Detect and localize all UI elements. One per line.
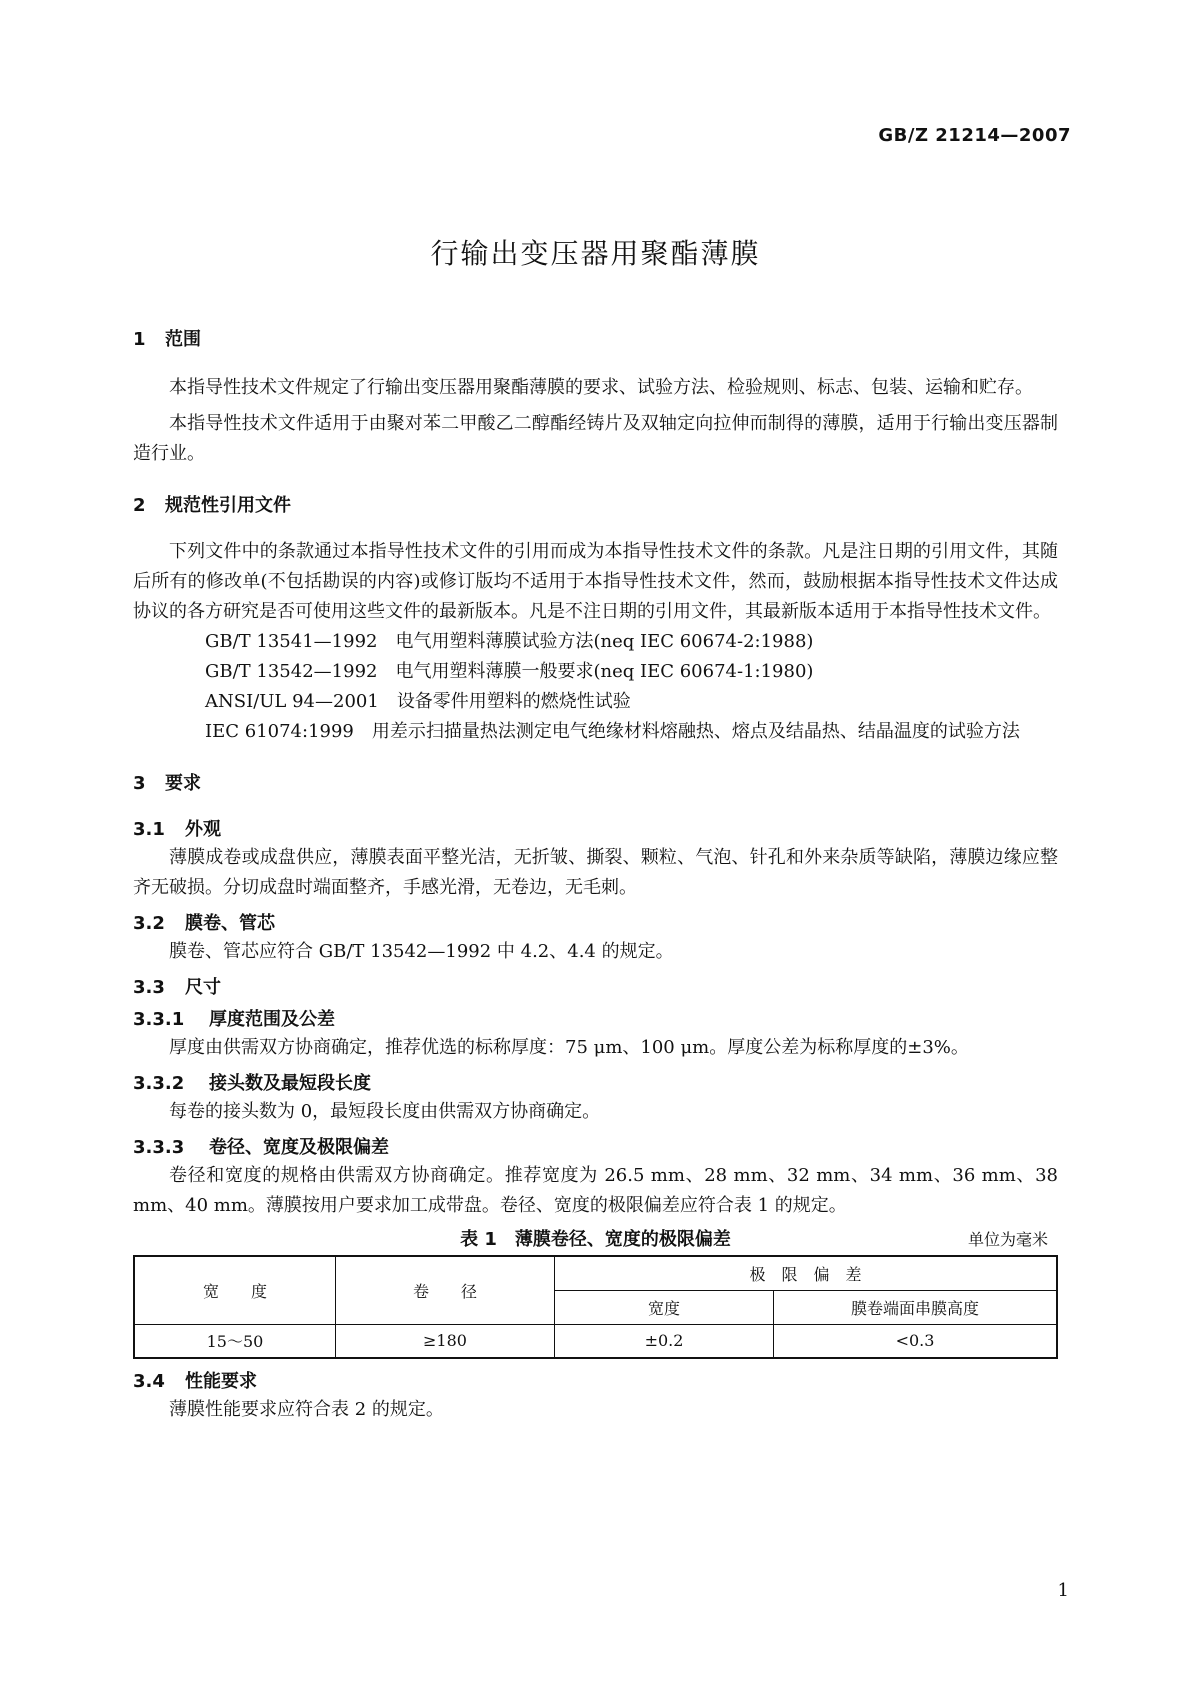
reference-code: GB/T 13542—1992 — [205, 661, 378, 682]
paragraph: 下列文件中的条款通过本指导性技术文件的引用而成为本指导性技术文件的条款。凡是注日期的引用文件，其随后所有的修改单(不包括勘误的内容)或修订版均不适用于本指导性技术文件，然而，鼓励根据本指导性技术文件达成协议的各方研究是否可使用这些文件的最新版本。凡是不注日期的引用文件，其最新版本适用于本指导性技术文件。 — [133, 541, 1058, 622]
section-title: 卷径、宽度及极限偏差 — [209, 1137, 389, 1158]
section-number: 3.3.3 — [133, 1137, 185, 1158]
table-header-deviation: 极 限 偏 差 — [555, 1256, 1058, 1290]
table-row — [134, 1324, 1057, 1358]
section-number: 3.3 — [133, 977, 165, 998]
subsection-heading-3-3-2 — [133, 1069, 1058, 1095]
table-cell: ±0.2 — [555, 1324, 774, 1358]
section-number: 3.3.1 — [133, 1009, 185, 1030]
subsection-heading-3-3-1 — [133, 1005, 1058, 1031]
document-title: 行输出变压器用聚酯薄膜 — [430, 237, 761, 270]
standard-number: GB/Z 21214—2007 — [878, 125, 1071, 146]
section-title: 外观 — [185, 819, 221, 840]
section-number: 3.4 — [133, 1371, 165, 1392]
section-number: 1 — [133, 329, 146, 350]
reference-title: 用差示扫描量热法测定电气绝缘材料熔融热、熔点及结晶热、结晶温度的试验方法 — [371, 721, 1020, 742]
section-title: 性能要求 — [185, 1371, 257, 1392]
section-number: 3.1 — [133, 819, 165, 840]
section-title: 厚度范围及公差 — [209, 1009, 335, 1030]
paragraph: 每卷的接头数为 0，最短段长度由供需双方协商确定。 — [169, 1101, 601, 1122]
table-caption — [133, 1221, 1058, 1251]
paragraph: 薄膜性能要求应符合表 2 的规定。 — [169, 1399, 444, 1420]
section-title: 规范性引用文件 — [165, 495, 291, 516]
paragraph: 薄膜成卷或成盘供应，薄膜表面平整光洁，无折皱、撕裂、颗粒、气泡、针孔和外来杂质等缺陷，薄膜边缘应整齐无破损。分切成盘时端面整齐，手感光滑，无卷边，无毛刺。 — [133, 847, 1058, 898]
table-cell: 15～50 — [134, 1324, 336, 1358]
section-title: 膜卷、管芯 — [185, 913, 275, 934]
reference-item — [133, 717, 1058, 747]
subsection-heading-3-3 — [133, 973, 1058, 999]
section-number: 3.2 — [133, 913, 165, 934]
table-header-width: 宽 度 — [134, 1256, 336, 1324]
table-header-diameter: 卷 径 — [336, 1256, 555, 1324]
section-heading-2 — [133, 491, 1058, 517]
table-cell: ≥180 — [336, 1324, 555, 1358]
reference-code: GB/T 13541—1992 — [205, 631, 378, 652]
subsection-heading-3-2 — [133, 909, 1058, 935]
reference-title: 电气用塑料薄膜试验方法(neq IEC 60674-2:1988) — [395, 631, 814, 652]
table-subheader-height: 膜卷端面串膜高度 — [774, 1290, 1058, 1324]
table-unit: 单位为毫米 — [967, 1230, 1048, 1249]
reference-code: IEC 61074:1999 — [205, 721, 354, 742]
page-number: 1 — [1057, 1580, 1069, 1601]
paragraph: 膜卷、管芯应符合 GB/T 13542—1992 中 4.2、4.4 的规定。 — [169, 941, 674, 962]
section-number: 2 — [133, 495, 146, 516]
table-1 — [133, 1255, 1058, 1359]
reference-title: 设备零件用塑料的燃烧性试验 — [396, 691, 631, 712]
table-subheader-width: 宽度 — [555, 1290, 774, 1324]
section-title: 尺寸 — [185, 977, 221, 998]
reference-item — [133, 627, 1058, 657]
section-title: 要求 — [165, 773, 201, 794]
table-cell: <0.3 — [774, 1324, 1058, 1358]
reference-title: 电气用塑料薄膜一般要求(neq IEC 60674-1:1980) — [395, 661, 814, 682]
section-heading-3 — [133, 769, 1058, 795]
paragraph: 本指导性技术文件适用于由聚对苯二甲酸乙二醇酯经铸片及双轴定向拉伸而制得的薄膜，适用于行输出变压器制造行业。 — [133, 413, 1058, 464]
section-number: 3.3.2 — [133, 1073, 185, 1094]
paragraph: 本指导性技术文件规定了行输出变压器用聚酯薄膜的要求、试验方法、检验规则、标志、包装、运输和贮存。 — [169, 377, 1033, 398]
section-number: 3 — [133, 773, 146, 794]
paragraph: 厚度由供需双方协商确定，推荐优选的标称厚度：75 μm、100 μm。厚度公差为标称厚度的±3%。 — [169, 1037, 969, 1058]
reference-item — [133, 687, 1058, 717]
section-heading-1 — [133, 325, 1058, 351]
paragraph: 卷径和宽度的规格由供需双方协商确定。推荐宽度为 26.5 mm、28 mm、32 mm、34 mm、36 mm、38 mm、40 mm。薄膜按用户要求加工成带盘。卷径、宽度的极限偏差应符合表 1 的规定。 — [133, 1165, 1058, 1216]
subsection-heading-3-4 — [133, 1367, 1058, 1393]
section-title: 范围 — [165, 329, 201, 350]
section-title: 接头数及最短段长度 — [209, 1073, 371, 1094]
reference-item — [133, 657, 1058, 687]
table-title: 表 1 薄膜卷径、宽度的极限偏差 — [460, 1229, 731, 1250]
document-body — [133, 325, 1058, 1425]
reference-code: ANSI/UL 94—2001 — [205, 691, 379, 712]
subsection-heading-3-3-3 — [133, 1133, 1058, 1159]
subsection-heading-3-1 — [133, 815, 1058, 841]
